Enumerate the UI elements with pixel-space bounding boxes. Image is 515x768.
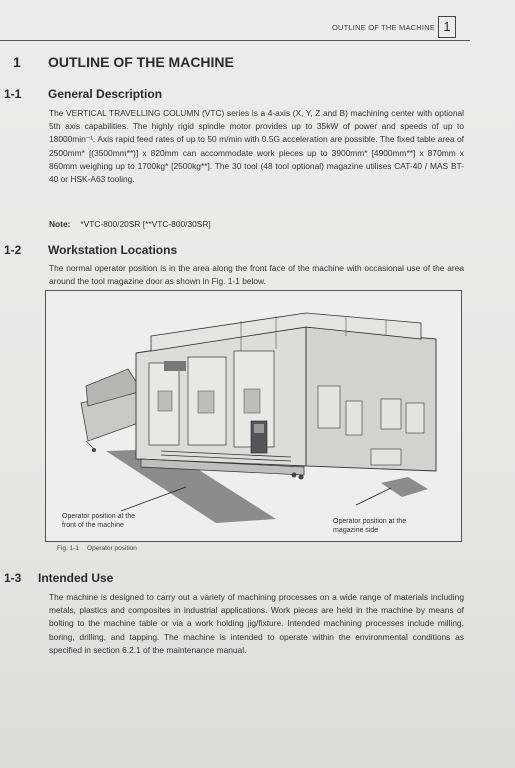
callout-front-line2: front of the machine <box>62 522 124 529</box>
section-1-3-body: The machine is designed to carry out a variety of machining processes on a wide range of materials including metals, plastics and composites in industrial applications. Work pieces are held in the machine by means of bolting to the machine table or via a work holding jig/fixture. Intended machining processes include milling, boring, drilling, and tapping. The machine is intended to operate within the environmental conditions as specified in section 6.2.1 of the maintenance manual. <box>49 592 464 655</box>
section-1-1-body: The VERTICAL TRAVELLING COLUMN (VTC) series is a 4-axis (X, Y, Z and B) machining center with optional 5th axis capabilities. The highly rigid spindle motor provides up to 35kW of power and speeds of up to 18000min⁻¹. Axis rapid feed rates of up to 50 m/min with 0.5G acceleration are possible. The fixed table area of 2500mm* [(3500mm**)] x 820mm can accommodate work pieces up to 3900mm* [4900mm**] x 870mm x 860mm weighing up to 1700kg* [2500kg**]. The 30 tool (48 tool optional) magazine utilises CAT-40 / MAS BT-40 or HSK-A63 tooling. <box>49 108 464 185</box>
chapter-title: OUTLINE OF THE MACHINE <box>48 54 234 70</box>
side-callout-leader <box>356 488 391 505</box>
front-callout-leader <box>121 487 186 511</box>
note-text: *VTC-800/20SR [**VTC-800/30SR] <box>80 219 211 229</box>
machine-illustration <box>46 291 461 541</box>
section-1-1-number: 1-1 <box>4 87 22 101</box>
chapter-number: 1 <box>13 54 21 70</box>
brand-logo-plate <box>164 361 186 371</box>
figure-caption-number: Fig. 1-1 <box>57 545 80 552</box>
header-rule <box>0 40 470 41</box>
figure-caption <box>57 545 137 552</box>
section-1-2-number: 1-2 <box>4 243 22 257</box>
magazine-door <box>381 399 401 429</box>
section-1-3-number: 1-3 <box>4 571 22 585</box>
callout-side-line2: magazine side <box>333 527 379 534</box>
figure-caption-text: Operator position <box>87 545 137 552</box>
note-label: Note: <box>49 219 71 229</box>
section-1-3-title: Intended Use <box>38 571 114 585</box>
chapter-number-box: 1 <box>438 16 456 38</box>
side-operator-zone <box>381 477 428 497</box>
callout-side-line1: Operator position at the <box>333 518 407 525</box>
note <box>49 219 211 229</box>
section-1-2-body: The normal operator position is in the area along the front face of the machine with occasional use of the area around the tool magazine door as shown in Fig. 1-1 below. <box>49 263 464 287</box>
figure-operator-position <box>45 290 462 542</box>
side-panel <box>318 386 340 428</box>
callout-front-line1: Operator position at the <box>62 513 136 520</box>
section-1-1-title: General Description <box>48 87 163 101</box>
section-1-2-title: Workstation Locations <box>48 243 178 257</box>
running-header: OUTLINE OF THE MACHINE <box>332 23 436 32</box>
